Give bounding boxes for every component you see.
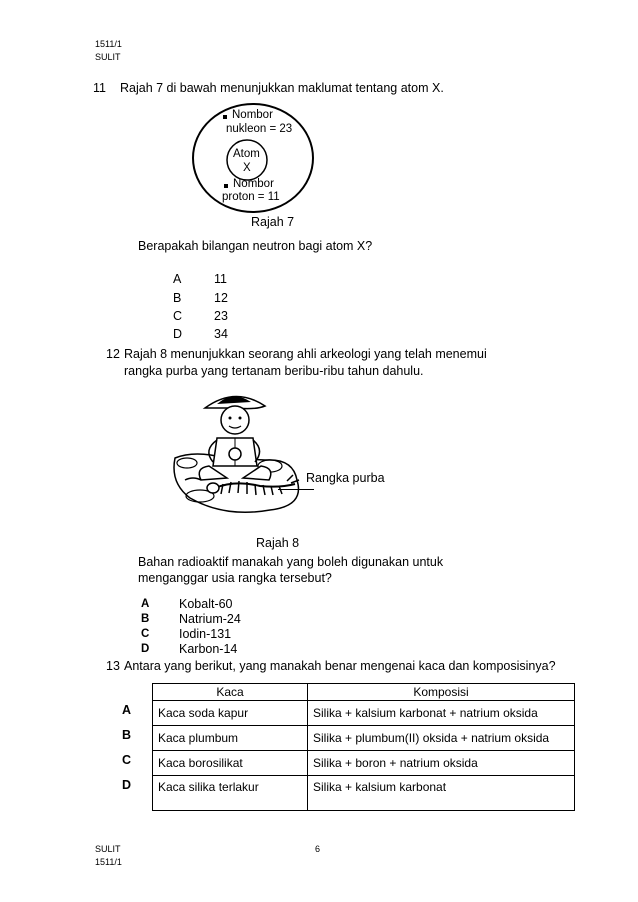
q12-line1: Rajah 8 menunjukkan seorang ahli arkeologi yang telah menemui [124, 347, 487, 361]
q12-option-value: Iodin-131 [179, 627, 232, 641]
q12-option-letter[interactable]: A [141, 598, 150, 610]
nucleon-label-1: Nombor [232, 109, 273, 121]
q11-option-value: 23 [214, 309, 228, 323]
atom-label-1: Atom [233, 148, 260, 160]
page-number: 6 [315, 844, 321, 854]
header-code: 1511/1 [95, 39, 122, 49]
q11-option-value: 34 [214, 327, 228, 341]
q12-option-letter[interactable]: B [141, 613, 150, 625]
label-pointer-line [278, 489, 314, 490]
table-header-row [153, 684, 575, 701]
q12-option-value: Karbon-14 [179, 642, 238, 656]
table-cell-komposisi: Silika + kalsium karbonat [308, 776, 575, 811]
table-cell-kaca: Kaca plumbum [153, 726, 308, 751]
table-cell-kaca: Kaca borosilikat [153, 751, 308, 776]
table-header-kaca: Kaca [153, 684, 308, 701]
q13-row-letter[interactable]: A [122, 703, 132, 717]
table-header-komposisi: Komposisi [308, 684, 575, 701]
atom-nucleus-circle [227, 140, 267, 180]
table-cell-komposisi: Silika + boron + natrium oksida [308, 751, 575, 776]
q12-question-line2: menganggar usia rangka tersebut? [138, 571, 332, 585]
q11-number: 11 [93, 81, 106, 95]
q12-option-value: Kobalt-60 [179, 597, 233, 611]
table-row[interactable] [153, 701, 575, 726]
table-cell-kaca: Kaca soda kapur [153, 701, 308, 726]
q13-row-letter[interactable]: B [122, 728, 132, 742]
table-row[interactable] [153, 726, 575, 751]
q12-option-letter[interactable]: C [141, 628, 150, 640]
table-row[interactable] [153, 776, 575, 811]
q11-option-letter[interactable]: C [173, 309, 183, 323]
q13-row-letter[interactable]: C [122, 753, 132, 767]
bullet-icon [223, 115, 227, 119]
footer-label: SULIT [95, 844, 121, 854]
q12-number: 12 [106, 347, 120, 361]
q11-option-letter[interactable]: A [173, 272, 182, 286]
nucleon-label-2: nukleon = 23 [226, 123, 293, 135]
q12-question-line1: Bahan radioaktif manakah yang boleh digunakan untuk [138, 555, 444, 569]
archaeologist-illustration [165, 388, 325, 528]
q13-text: Antara yang berikut, yang manakah benar mengenai kaca dan komposisinya? [124, 659, 556, 673]
rangka-purba-label: Rangka purba [306, 471, 385, 485]
kaca-table [152, 683, 575, 811]
proton-label-2: proton = 11 [222, 191, 280, 203]
bullet-icon [224, 184, 228, 188]
q11-option-letter[interactable]: B [173, 291, 182, 305]
q13-row-letter[interactable]: D [122, 778, 132, 792]
atom-label-2: X [243, 162, 251, 174]
footer-code: 1511/1 [95, 857, 122, 867]
q11-option-value: 11 [214, 272, 227, 286]
q13-number: 13 [106, 659, 120, 673]
rajah8-caption: Rajah 8 [256, 536, 300, 550]
q12-option-letter[interactable]: D [141, 643, 150, 655]
q11-text: Rajah 7 di bawah menunjukkan maklumat tentang atom X. [120, 81, 444, 95]
table-row[interactable] [153, 751, 575, 776]
rajah7-caption: Rajah 7 [251, 215, 295, 229]
table-cell-kaca: Kaca silika terlakur [153, 776, 308, 811]
q11-question: Berapakah bilangan neutron bagi atom X? [138, 239, 373, 253]
header-label: SULIT [95, 52, 121, 62]
q11-option-value: 12 [214, 291, 228, 305]
q11-option-letter[interactable]: D [173, 327, 183, 341]
q12-option-value: Natrium-24 [179, 612, 241, 626]
q12-line2: rangka purba yang tertanam beribu-ribu tahun dahulu. [124, 364, 424, 378]
table-cell-komposisi: Silika + plumbum(II) oksida + natrium oksida [308, 726, 575, 751]
proton-label-1: Nombor [233, 178, 274, 190]
table-cell-komposisi: Silika + kalsium karbonat + natrium oksida [308, 701, 575, 726]
